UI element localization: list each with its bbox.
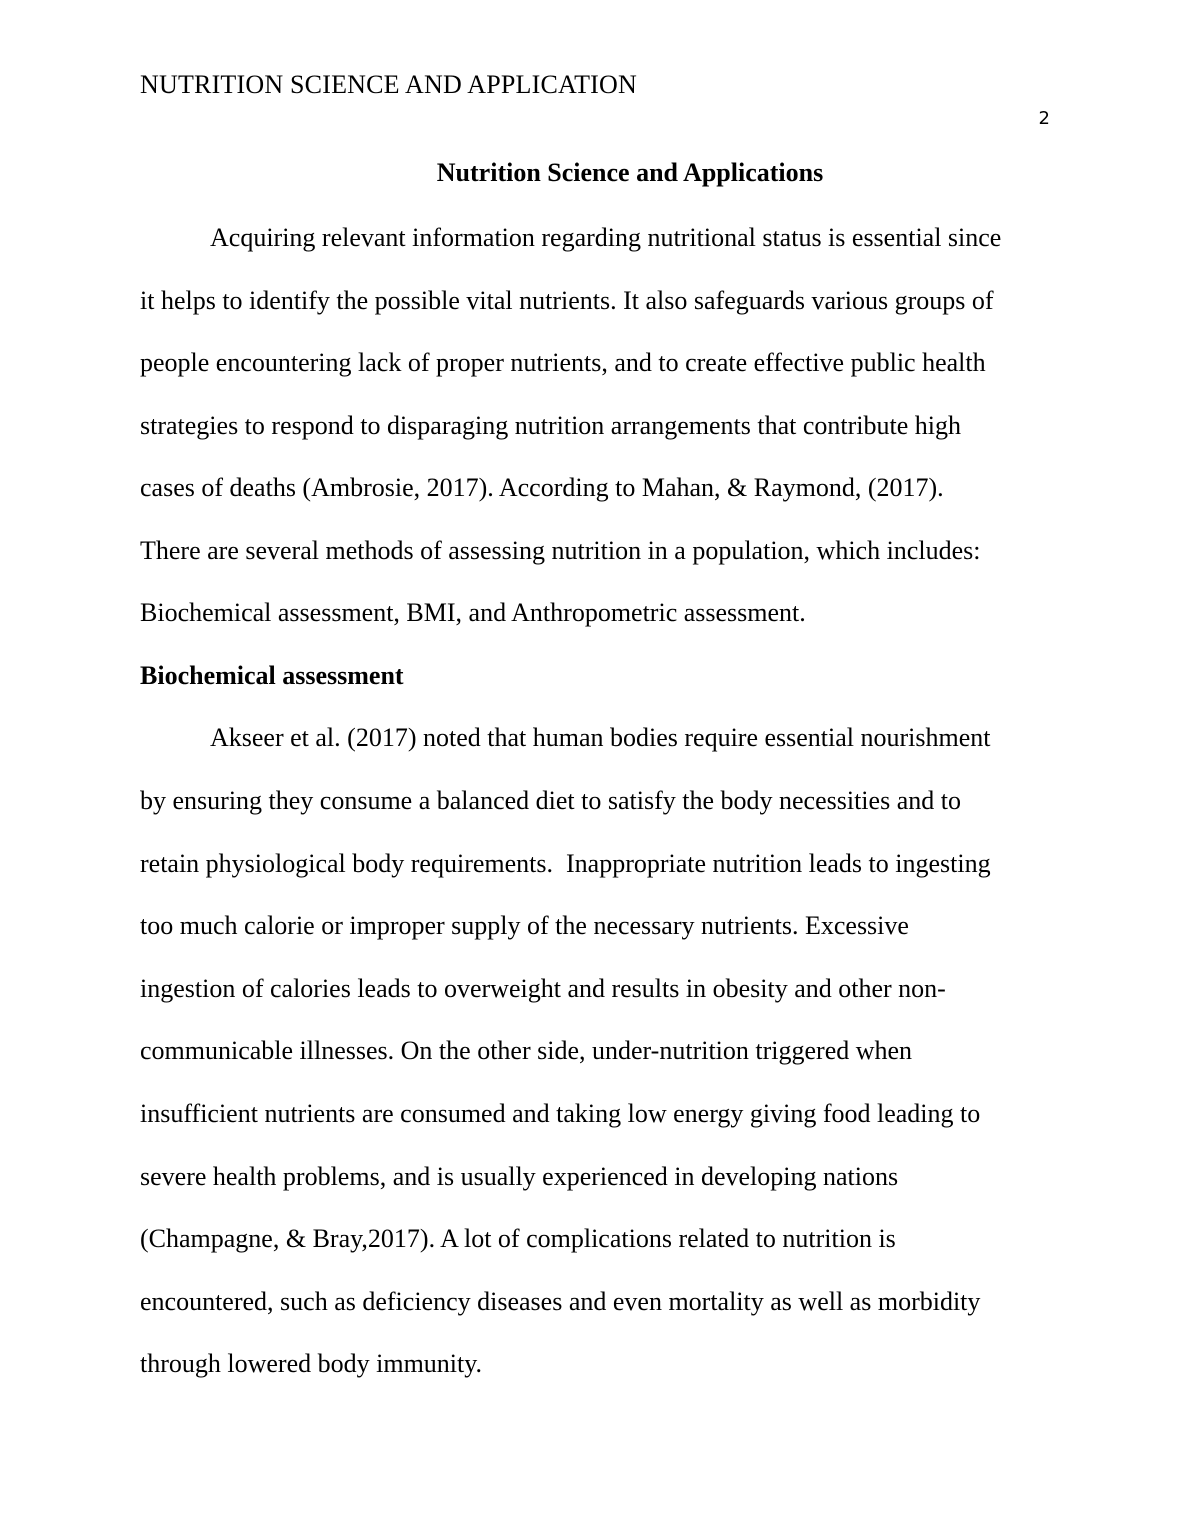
paragraph-line: it helps to identify the possible vital nutrients. It also safeguards various groups of <box>140 286 994 315</box>
paragraph-line: encountered, such as deficiency diseases and even mortality as well as morbidity <box>140 1287 981 1316</box>
paragraph-line: by ensuring they consume a balanced diet to satisfy the body necessities and to <box>140 786 961 815</box>
paragraph-line: ingestion of calories leads to overweight and results in obesity and other non- <box>140 974 946 1003</box>
paragraph-line: retain physiological body requirements. Inappropriate nutrition leads to ingesting <box>140 849 991 878</box>
paragraph-line: strategies to respond to disparaging nutrition arrangements that contribute high <box>140 411 961 440</box>
paragraph-line: Akseer et al. (2017) noted that human bodies require essential nourishment <box>210 723 991 752</box>
paragraph-line: cases of deaths (Ambrosie, 2017). According to Mahan, & Raymond, (2017). <box>140 473 944 502</box>
paragraph-line: people encountering lack of proper nutrients, and to create effective public health <box>140 348 986 377</box>
document-title: Nutrition Science and Applications <box>436 158 824 187</box>
paragraph-line: communicable illnesses. On the other side, under-nutrition triggered when <box>140 1036 913 1065</box>
page-number: 2 <box>1038 108 1050 129</box>
paragraph-line: severe health problems, and is usually experienced in developing nations <box>140 1162 899 1191</box>
paragraph-line: too much calorie or improper supply of the necessary nutrients. Excessive <box>140 911 909 940</box>
section-heading: Biochemical assessment <box>140 661 404 690</box>
paragraph-line: Acquiring relevant information regarding nutritional status is essential since <box>210 223 1002 252</box>
paragraph-line: There are several methods of assessing nutrition in a population, which includes: <box>140 536 981 565</box>
paragraph-line: insufficient nutrients are consumed and taking low energy giving food leading to <box>140 1099 981 1128</box>
paragraph-line: Biochemical assessment, BMI, and Anthropometric assessment. <box>140 598 806 627</box>
running-head: NUTRITION SCIENCE AND APPLICATION <box>140 70 637 99</box>
paragraph-line: through lowered body immunity. <box>140 1349 483 1378</box>
paragraph-line: (Champagne, & Bray,2017). A lot of complications related to nutrition is <box>140 1224 896 1253</box>
